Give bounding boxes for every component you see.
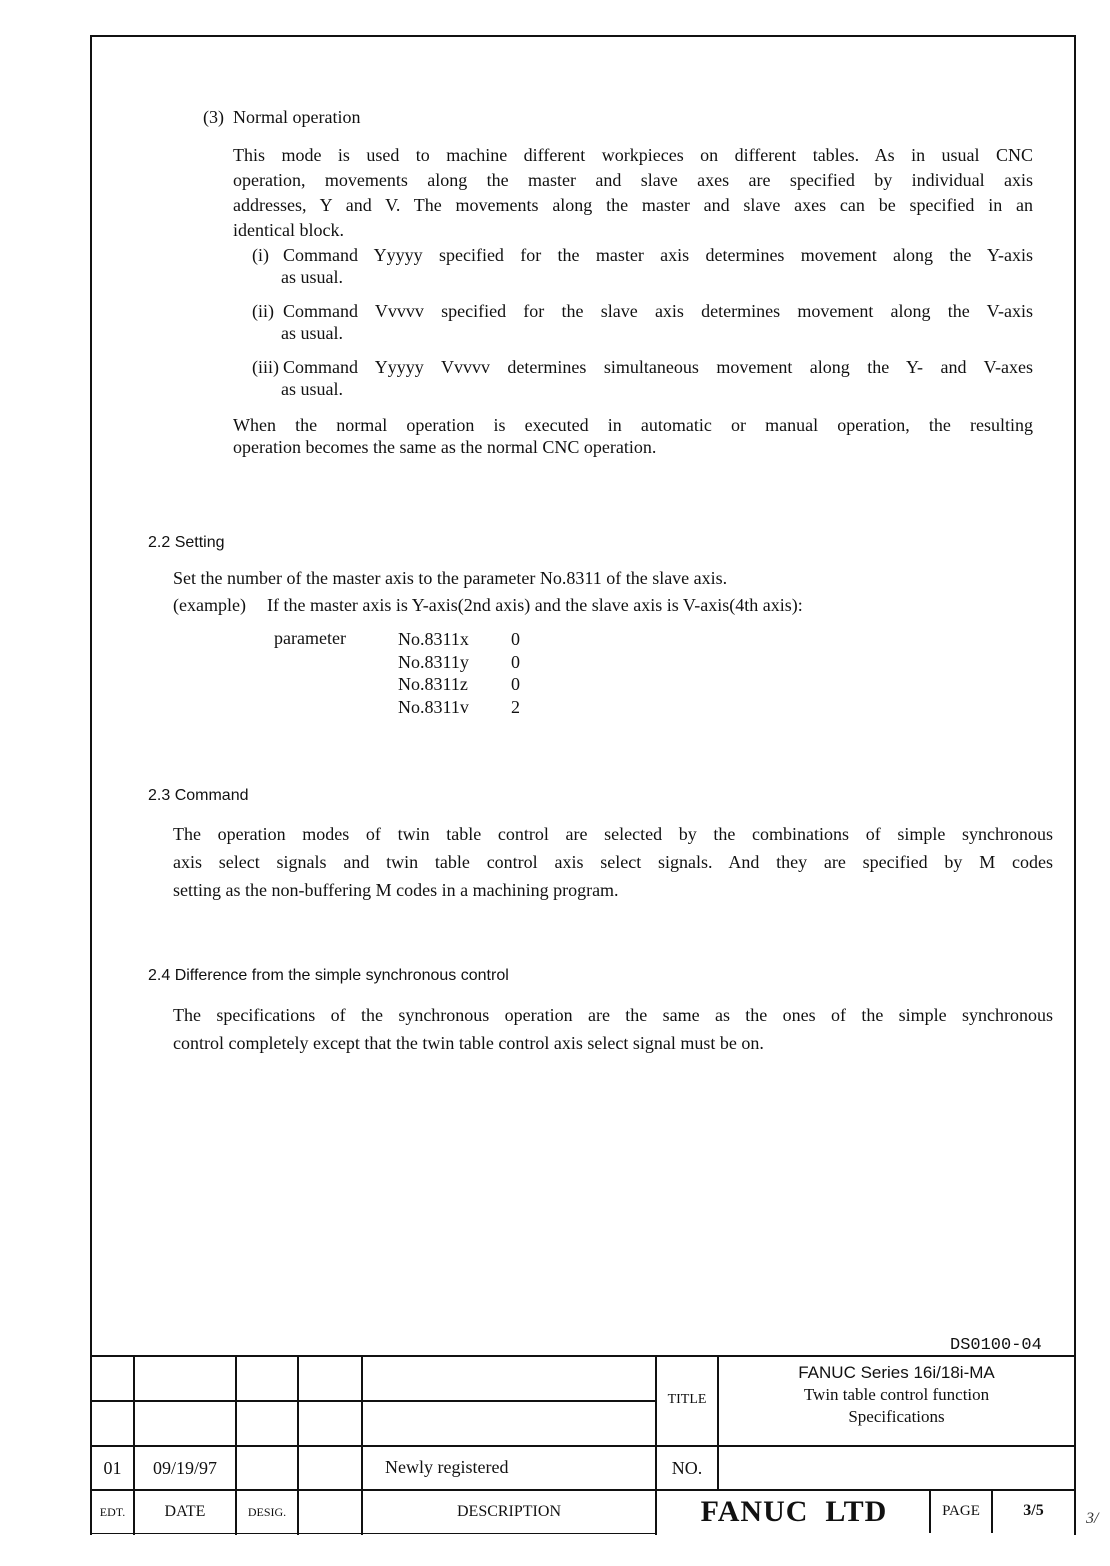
intro-line: addresses, Y and V. The movements along the master and slave axes can be specified in an bbox=[233, 195, 1033, 215]
title-line-2: Twin table control function bbox=[803, 1385, 990, 1404]
body-line: setting as the non-buffering M codes in a machining program. bbox=[173, 880, 619, 900]
intro-line: operation, movements along the master and slave axes are specified by individual axis bbox=[233, 170, 1033, 190]
no-label: NO. bbox=[671, 1457, 703, 1478]
closing-line: When the normal operation is executed in automatic or manual operation, the resulting bbox=[233, 415, 1033, 435]
body-line: control completely except that the twin table control axis select signal must be on. bbox=[173, 1033, 764, 1053]
section-2-3-body bbox=[173, 820, 1053, 904]
grid-line bbox=[90, 1445, 1076, 1447]
item-text: Command Yyyyy Vvvvv determines simultaneous movement along the Y- and V-axes bbox=[283, 357, 1033, 377]
param-row bbox=[398, 673, 520, 696]
section-2-3-heading: 2.3 Command bbox=[148, 787, 249, 804]
header-desig: DESIG. bbox=[247, 1504, 287, 1519]
example-row bbox=[173, 595, 803, 616]
revision-edt: 01 bbox=[103, 1457, 122, 1478]
grid-line bbox=[90, 1533, 656, 1534]
list-item bbox=[252, 300, 1033, 344]
header-edt: EDT. bbox=[99, 1504, 126, 1519]
param-row bbox=[398, 696, 520, 719]
item-marker: (iii) bbox=[252, 357, 279, 377]
section-3-closing bbox=[233, 414, 1033, 458]
body-line: The operation modes of twin table control are selected by the combinations of simple synchronous bbox=[173, 824, 1053, 844]
doc-number: DS0100-04 bbox=[950, 1336, 1042, 1355]
revision-date: 09/19/97 bbox=[152, 1457, 217, 1478]
param-label: parameter bbox=[274, 628, 346, 648]
section-2-4-heading: 2.4 Difference from the simple synchronous control bbox=[148, 967, 509, 984]
closing-line: operation becomes the same as the normal CNC operation. bbox=[233, 437, 657, 457]
list-item bbox=[252, 244, 1033, 288]
margin-mark: 3/ bbox=[1086, 1510, 1099, 1527]
param-row bbox=[398, 651, 520, 674]
grid-line bbox=[1074, 1489, 1076, 1533]
example-text: If the master axis is Y-axis(2nd axis) and the slave axis is V-axis(4th axis): bbox=[266, 595, 803, 615]
body-line: The specifications of the synchronous operation are the same as the ones of the simple synchronous bbox=[173, 1005, 1053, 1025]
title-text bbox=[719, 1362, 1074, 1428]
page-label: PAGE bbox=[942, 1502, 980, 1519]
param-row bbox=[398, 628, 520, 651]
param-name: No.8311z bbox=[398, 674, 468, 694]
body-line: axis select signals and twin table control axis select signals. And they are specified by M codes bbox=[173, 852, 1053, 872]
grid-line bbox=[90, 1400, 656, 1402]
item-text-cont: as usual. bbox=[281, 323, 343, 343]
item-text: Command Yyyyy specified for the master axis determines movement along the Y-axis bbox=[283, 245, 1033, 265]
item-marker: (ii) bbox=[252, 301, 274, 321]
section-3-heading bbox=[203, 107, 360, 128]
intro-line: This mode is used to machine different workpieces on different tables. As in usual CNC bbox=[233, 145, 1033, 165]
section-3-number: (3) bbox=[203, 107, 224, 127]
param-name: No.8311y bbox=[398, 651, 469, 672]
param-value: 2 bbox=[511, 696, 520, 717]
item-marker: (i) bbox=[252, 245, 269, 265]
item-text-cont: as usual. bbox=[281, 379, 343, 399]
revision-description: Newly registered bbox=[385, 1456, 509, 1477]
header-description: DESCRIPTION bbox=[456, 1503, 561, 1520]
title-line-1: FANUC Series 16i/18i-MA bbox=[798, 1363, 995, 1382]
intro-line: identical block. bbox=[233, 220, 344, 240]
section-3-intro bbox=[233, 143, 1033, 243]
example-label: (example) bbox=[173, 595, 246, 615]
param-name: No.8311x bbox=[398, 629, 469, 649]
param-value: 0 bbox=[511, 651, 520, 672]
grid-line bbox=[297, 1355, 299, 1535]
param-table bbox=[398, 628, 520, 718]
param-name: No.8311v bbox=[398, 696, 469, 717]
title-label: TITLE bbox=[667, 1392, 707, 1407]
list-item bbox=[252, 356, 1033, 400]
param-value: 0 bbox=[511, 674, 520, 694]
section-3-items bbox=[252, 244, 1033, 400]
company-logo: FANUC LTD bbox=[700, 1495, 888, 1528]
section-3-title: Normal operation bbox=[233, 107, 361, 127]
grid-line bbox=[90, 1355, 1076, 1357]
param-value: 0 bbox=[511, 629, 520, 649]
section-2-2-heading: 2.2 Setting bbox=[148, 534, 225, 551]
item-text-cont: as usual. bbox=[281, 267, 343, 287]
title-line-3: Specifications bbox=[848, 1407, 945, 1426]
page-value: 3/5 bbox=[1023, 1502, 1044, 1519]
setting-line: Set the number of the master axis to the parameter No.8311 of the slave axis. bbox=[173, 568, 728, 588]
section-2-4-body bbox=[173, 1001, 1053, 1057]
item-text: Command Vvvvv specified for the slave axis determines movement along the V-axis bbox=[283, 301, 1033, 321]
header-date: DATE bbox=[164, 1503, 206, 1520]
